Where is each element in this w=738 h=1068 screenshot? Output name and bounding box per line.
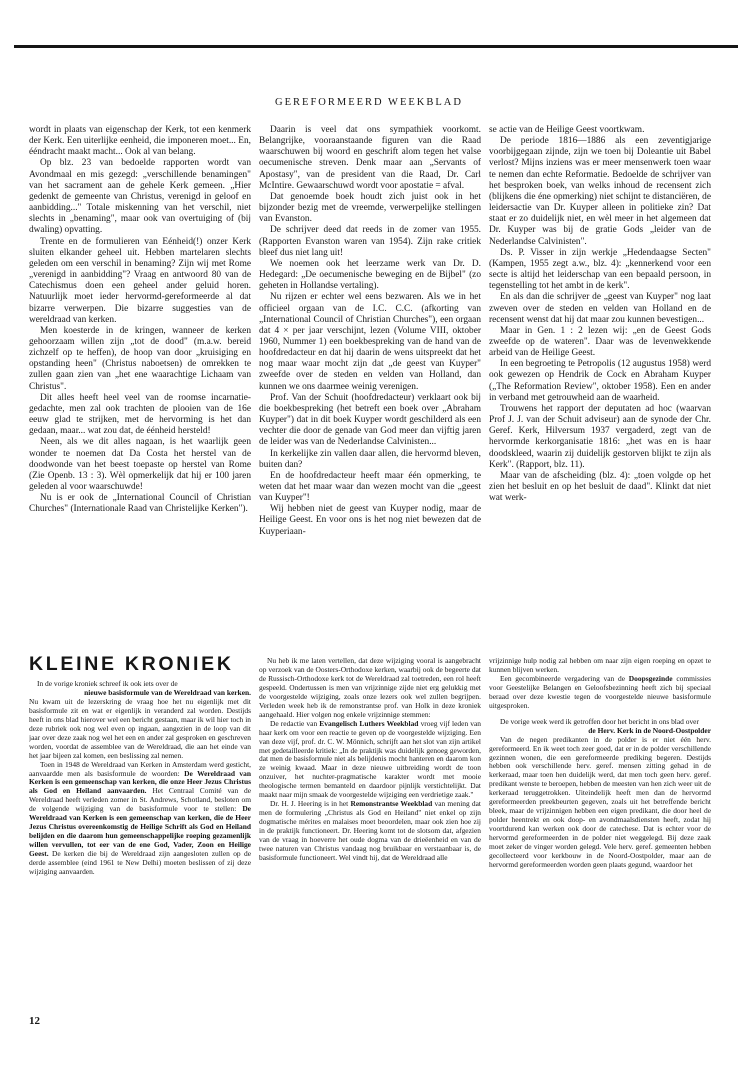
paragraph: [489, 675, 711, 711]
publication-name: Remonstrantse Weekblad: [350, 799, 433, 809]
paragraph: vrijzinnige hulp nodig zal hebben om naar zijn eigen roeping en opzet te kunnen blijven werken.: [489, 657, 711, 674]
paragraph: De periode 1816—1886 als een zeventigjarige voorbijgegaan zijnde, zijn we toen bij Doleantie uit Babel verlost? Mijns inziens was er meer mensenwerk toen waar te nemen dan echte Reformatie. Bedoelde de schrijver van het besproken boek, van welks inhoud de recensent zich (blijkens die éne opmerking) niet schijnt te distanciëren, de leidersactie van Dr. Kuyper alleen in politieke zin? Dat staat er zo duidelijk niet, en wèl meer in het algemeen dat Dr. Kuyper was bij de gratie Gods „leider van de Nederlandse Calvinisten".: [489, 136, 711, 247]
paragraph: Nu heb ik me laten vertellen, dat deze wijziging vooral is aangebracht op verzoek van de Oosters-Orthodoxe kerken, waarbij ook de begeerte dat de Russisch-Orthodoxe kerk tot de Wereldraad zal toetreden, een rol heeft gespeeld. Ondertussen is men van vrijzinnige zijde niet erg gelukkig met de voorgestelde wijziging, zoals onze lezers ook wel zullen begrijpen. Verleden week heb ik de remonstrantse prof. van Holk in deze kroniek aangehaald. Hier volgen nog enkele vrijzinnige stemmen:: [259, 657, 481, 719]
paragraph: Wij hebben niet de geest van Kuyper nodig, maar de Heilige Geest. En voor ons is het nog niet bewezen dat de Kuyperiaan-: [259, 504, 481, 537]
text-run: De kerken die bij de Wereldraad zijn aangesloten zullen op de derde assemblee (eind 1961 te New Delhi) moeten beslissen of zij deze wijziging aanvaarden.: [29, 849, 251, 877]
article-column-1: [29, 125, 251, 643]
paragraph: Op blz. 23 van bedoelde rapporten wordt van Avondmaal en mis gezegd: „verschillende benamingen" van het sacrament aan de gehele Kerk gemeen. „Hier gedenkt de gemeente van Christus, verenigd in geloof en aanbidding..." Totale miskenning van het verschil, niet slechts in „benaming", maar ook van overtuiging of (bij dwaling) opvatting.: [29, 158, 251, 236]
paragraph: En als dan die schrijver de „geest van Kuyper" nog laat zweven over de steden en velden van Holland en de recensent wenst dat hij dat maar zou kunnen bevestigen...: [489, 292, 711, 325]
paragraph: Prof. Van der Schuit (hoofdredacteur) verklaart ook bij die boekbespreking (het betreft een boek over „Abraham Kuyper") dat in dit boek Kuyper wordt geschilderd als een vechter die door de genade van God meer dan vijftig jaren de leider was van de Nederlandse Calvinisten...: [259, 392, 481, 448]
quoted-formula: De Wereldraad van Kerken is een gemeenschap van kerken, die de Heer Jezus Christus overeenkomstig de Heilige Schrift als God en Heiland belijden en die daarom hun gemeenschappelijke roeping gezamenlijk willen vervullen, tot eer van de ene God, Vader, Zoon en Heilige Geest.: [29, 804, 251, 859]
paragraph: Men koesterde in de kringen, wanneer de kerken gehoorzaam willen zijn „tot de dood" (m.a.w. bereid zichzelf op te heffen), de hoop van door „kruisiging en opstanding heen" (Christus naboetsen) de omrekken te zullen gaan zien van „het ene waarachtige Lichaam van Christus".: [29, 325, 251, 392]
paragraph: De schrijver deed dat reeds in de zomer van 1955. (Rapporten Evanston waren van 1954). Zijn rake critiek bleef dus niet lang uit!: [259, 225, 481, 258]
paragraph: We noemen ook het leerzame werk van Dr. D. Hedegard: „De oecumenische beweging en de Bijbel" (zo geheten in Hollandse vertaling).: [259, 258, 481, 292]
text-run: Een gecombineerde vergadering van de: [500, 673, 626, 683]
paragraph: [259, 720, 481, 801]
paragraph: Maar in Gen. 1 : 2 lezen wij: „en de Geest Gods zweefde op de wateren". Daar was de levenwekkende arbeid van de Heilige Geest.: [489, 325, 711, 359]
paragraph: En de hoofdredacteur heeft maar één opmerking, te weten dat het maar waar dan wezen mocht van die „geest van Kuyper"!: [259, 470, 481, 504]
paragraph: Neen, als we dit alles nagaan, is het waarlijk geen wonder te noemen dat Da Costa het herstel van de doodwonde van het beest toepaste op herstel van Rome (Zie Openb. 13 : 3). Wèl opmerkelijk dat hij er 100 jaren geleden al voor waarschuwde!: [29, 437, 251, 492]
text-run: Toen in 1948 de Wereldraad van Kerken in Amsterdam werd gesticht, aanvaardde men als basisformule de woorden:: [29, 759, 251, 778]
publication-name: Evangelisch Luthers Weekblad: [319, 718, 419, 728]
paragraph: Trouwens het rapport der deputaten ad hoc (waarvan Prof J. J. van der Schuit adviseur) aan de synode der Chr. Geref. Kerk, Hilversum 1937 vergaderd, zegt van de hervormde kerkorganisatie 1816: „het was en is haar doodskleed, waarin zij duidelijk gestorven blijkt te zijn als Kerk". (Rapport, blz. 11).: [489, 403, 711, 470]
article-column-3: [489, 125, 711, 643]
kroniek-column-3: [489, 657, 711, 1019]
kroniek-column-1: [29, 680, 251, 1020]
paragraph: Ds. P. Visser in zijn werkje „Hedendaagse Secten" (Kampen, 1955 zegt a.w., blz. 4): „kennerkend voor een secte is altijd het leiderschap van een bepaald persoon, in tegenstelling tot het ambt in de kerk".: [489, 247, 711, 292]
paragraph: [259, 800, 481, 863]
intro-subject: nieuwe basisformule van de Wereldraad van kerken.: [84, 687, 251, 697]
paragraph: Dit alles heeft heel veel van de roomse incarnatie-gedachte, men zal ook trachten de plooien van de 16e eeuw glad te strijken, met de hervorming is het dan gedaan, maar... wat zou dat, de éénheid hersteld!: [29, 392, 251, 437]
paragraph: Maar van de afscheiding (blz. 4): „toen volgde op het zien het besluit en op het besluit de daad". Klinkt dat niet wat werk-: [489, 470, 711, 504]
paragraph: Nu is er ook de „International Council of Christian Churches" (Internationale Raad van Christelijke Kerken").: [29, 493, 251, 515]
paragraph: Nu rijzen er echter wel eens bezwaren. Als we in het officieel orgaan van de I.C. C.C. (afkorting van „International Council of Christian Churches"), een orgaan dat 4 × per jaar verschijnt, lezen (Volume VIII, oktober 1960, Nummer 1) een boekbespreking van de hand van de hoofdredacteur en dat hij daarin de wens uitspreekt dat het nog maar waar mocht zijn dat „de geest van Kuyper" zweefde over de steden en velden van Holland, dan kunnen we ons daarmee weinig verenigen.: [259, 292, 481, 392]
text-run: van mening dat men de formulering „Christus als God en Heiland" niet enkel op zijn dogmatische mérites en malaises moet beoordelen, maar ook zien hoe zij in de praktijk functioneert. Dr. Heering komt tot de slotsom dat, afgezien van de vraag in hoeverre het oude dogma van de drieëenheid en van de twee naturen van Christus vandaag nog bruikbaar en verstaanbaar is, de basisformule functioneert. Wel vindt hij, dat de Wereldraad alle: [259, 799, 481, 862]
paragraph: Dat genoemde boek houdt zich juist ook in het bijzonder bezig met de vreemde, verwerpelijke stellingen van Evanston.: [259, 191, 481, 225]
paragraph: [29, 761, 251, 877]
quoted-formula: De Wereldraad van Kerken is een gemeenschap van kerken, die onze Heer Jezus Christus als God en Heiland aanvaarden.: [29, 768, 251, 796]
paragraph: De vorige week werd ik getroffen door het bericht in ons blad over: [500, 716, 699, 726]
paragraph: In kerkelijke zin vallen daar allen, die hervormd bleven, buiten dan?: [259, 448, 481, 470]
text-run: De redactie van: [270, 718, 318, 728]
top-rule: [14, 45, 738, 48]
paragraph: Trente en de formulieren van Eénheid(!) onzer Kerk sluiten elkander geheel uit. Hebben martelaren slechts geleden om een verschil in benaming? Zijn wij met Rome „verenigd in aanbidding"? Vraag en antwoord 80 van de Catechismus doen een geheel ander geluid horen. Natuurlijk moet ieder hervormd-gereformeerde al dat bizarre verwerpen. Die bizarre suggesties van de wereldraad van kerken.: [29, 236, 251, 325]
page-number: 12: [29, 1015, 40, 1027]
paragraph: Daarin is veel dat ons sympathiek voorkomt. Belangrijke, vooraanstaande figuren van die Raad waarschuwen bij woord en geschrift alom tegen het valse oecumenische streven. Denk maar aan „Servants of Apostasy", van de president van die Raad, Dr. Carl McIntire. Gewaarschuwd wordt voor apostatie = afval.: [259, 125, 481, 191]
running-head: GEREFORMEERD WEEKBLAD: [275, 97, 463, 108]
intro-line: In de vorige kroniek schreef ik ook iets over de: [37, 680, 178, 688]
article-column-2: [259, 125, 481, 643]
text-run: Dr. H. J. Heering is in het: [270, 799, 349, 809]
kroniek-column-2: [259, 657, 481, 1019]
paragraph: Van de negen predikanten in de polder is er niet één herv. gereformeerd. En ik weet toch zeer goed, dat er in de polder verschillende gezinnen wonen, die een gereformeerde prediking begeren. Destijds hebben ook verschillende herv. geref. mensen zitting gehad in de kerkeraad, maar toen hen duidelijk werd, dat men toch geen herv. geref. predikant wenste te beroepen, hebben de meesten van hen zich weer uit de kerkeraad teruggetrokken. Uiteindelijk heeft men dan de hervormd gereformeerden preekbeurten gegeven, zoals uit het betreffende bericht bleek, maar de vrijzinnigen hebben een eigen predikant, die door heel de polder heentrekt en ook doop- en avondmaalsdiensten heeft, zodat hij voortdurend kan werken ook door de catechese. Dat is echter voor de hervormd gereformeerden in de polder niet weggelegd. Bij deze zaak moet zeker de vinger worden gelegd. Vele herv. geref. gemeenten hebben gecollecteerd voor kerkbouw in de Noord-Oostpolder, maar aan de hervormd gereformeerden worden geen plaats gegund, waardoor het: [489, 734, 711, 869]
paragraph: Nu kwam uit de lezerskring de vraag hoe het nu eigenlijk met dit basisformule zit en wat er eigenlijk in veranderd zal worden. Destijds heeft in ons blad hierover wel een bericht gestaan, maar ik wil hier toch in deze rubriek ook nog wel even op ingaan, aangezien in de loop van dit jaar over deze zaak nog wel het een en ander zal gesproken en geschreven worden, voordat de assemblee van de Wereldraad, die aan het einde van het jaar bijeen zal komen, een beslissing zal nemen.: [29, 696, 251, 760]
text-run: vroeg vijf leden van haar kerk om voor een reactie te geven op de voorgestelde wijziging. Een van deze vijf, prof. dr. C. W. Mönnich, schrijft aan het slot van zijn artikel met gedetailleerde kritiek: „In de praktijk was duidelijk genoeg geworden, dat men de basisformule niet als belijdenis mocht hanteren en daarom kon ze weinig kwaad. Maar in deze nieuwe uitbreiding wordt de toon onzuiver, het nuchter-pragmatische karakter wordt met mooie theologische termen bemanteld en daardoor pijnlijk verstichtelijkt. Dat maakt naar mijn smaak de voorgestelde wijziging een verdrietige zaak.": [259, 718, 481, 800]
text-run: commissies voor Geestelijke Belangen en Geloofsbezinning heeft zich bij speciaal beraad over deze kwestie tegen de voorgestelde nieuwe basisformule uitgesproken.: [489, 673, 711, 710]
paragraph: In een begroeting te Petropolis (12 augustus 1958) werd ook gewezen op Hendrik de Cock en Abraham Kuyper („The Reformation Review", oktober 1958). Een en ander in verband met getrouwheid aan de waarheid.: [489, 359, 711, 403]
paragraph: se actie van de Heilige Geest voortkwam.: [489, 125, 645, 135]
paragraph: wordt in plaats van eigenschap der Kerk, tot een kenmerk der Kerk. Een uiterlijke eenheid, die imponeren moet... En, ééndracht maakt macht... Ook al van belang.: [29, 125, 251, 158]
subheading: de Herv. Kerk in de Noord-Oostpolder: [588, 725, 711, 735]
emphasis: Doopsgezinde: [628, 673, 673, 683]
section-heading: KLEINE KRONIEK: [29, 653, 234, 675]
text-run: Het Centraal Comité van de Wereldraad heeft verleden zomer in St. Andrews, Schotland, besloten om de volgende wijziging van de basisformule voor te stellen:: [29, 786, 251, 814]
